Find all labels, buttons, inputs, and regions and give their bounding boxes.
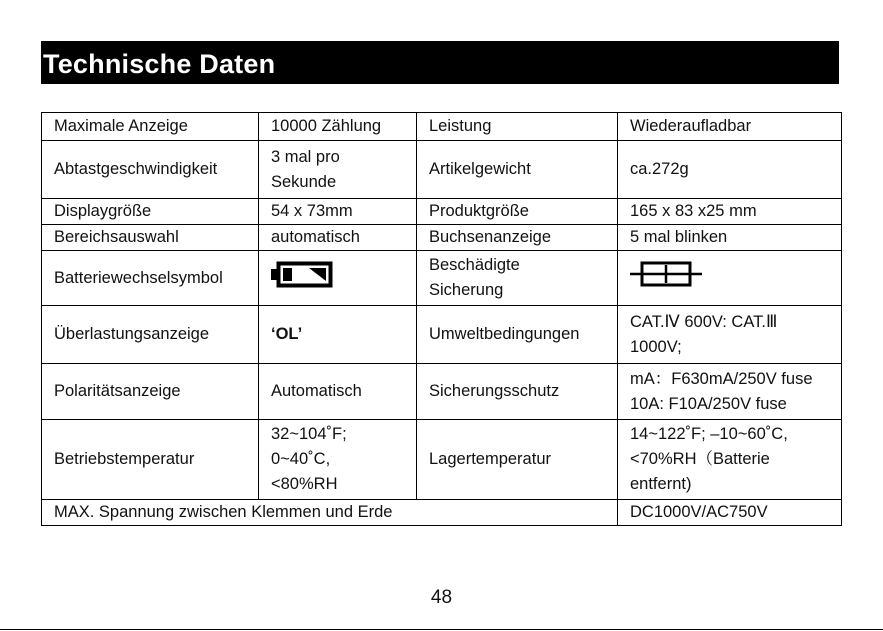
bottom-divider — [0, 629, 883, 630]
spec-value-line: 10A: F10A/250V fuse — [630, 394, 787, 413]
page-number: 48 — [430, 587, 453, 608]
spec-value — [618, 364, 842, 420]
spec-value — [618, 420, 842, 500]
spec-value: 54 x 73mm — [259, 199, 417, 225]
spec-label: Bereichsauswahl — [42, 225, 259, 251]
spec-label: MAX. Spannung zwischen Klemmen und Erde — [42, 500, 618, 526]
spec-label: Umweltbedingungen — [417, 306, 618, 364]
spec-value — [259, 251, 417, 306]
spec-value — [618, 306, 842, 364]
spec-label: Überlastungsanzeige — [42, 306, 259, 364]
table-row — [42, 141, 842, 199]
spec-value: Automatisch — [259, 364, 417, 420]
section-title: Technische Daten — [43, 49, 276, 79]
spec-label: Batteriewechselsymbol — [42, 251, 259, 306]
spec-value: Wiederaufladbar — [618, 113, 842, 141]
spec-value: DC1000V/AC750V — [618, 500, 842, 526]
spec-label: Leistung — [417, 113, 618, 141]
spec-label: Sicherungsschutz — [417, 364, 618, 420]
low-battery-icon — [271, 260, 333, 288]
spec-label: Produktgröße — [417, 199, 618, 225]
spec-value: 165 x 83 x25 mm — [618, 199, 842, 225]
table-row — [42, 500, 842, 526]
spec-label-line: Sicherung — [429, 281, 504, 299]
table-row — [42, 251, 842, 306]
spec-value-line: <80%RH — [271, 475, 338, 493]
spec-value — [618, 251, 842, 306]
spec-value-line: 0~40˚C, — [271, 450, 331, 468]
spec-label: Displaygröße — [42, 199, 259, 225]
spec-value: 10000 Zählung — [259, 113, 417, 141]
spec-value-line: entfernt) — [630, 475, 692, 493]
spec-label: Betriebstemperatur — [42, 420, 259, 500]
spec-value: automatisch — [259, 225, 417, 251]
spec-value: ‘OL’ — [259, 306, 417, 364]
spec-table — [41, 112, 842, 526]
table-row — [42, 420, 842, 500]
spec-value-line: 32~104˚F; — [271, 425, 347, 443]
spec-value-line: 14~122˚F; –10~60˚C, — [630, 425, 788, 443]
spec-value: 5 mal blinken — [618, 225, 842, 251]
section-title-bar — [41, 41, 839, 84]
spec-value — [259, 420, 417, 500]
spec-value-line: 3 mal pro — [271, 147, 340, 166]
spec-label-line: Beschädigte — [429, 256, 520, 274]
spec-value-line: <70%RH（Batterie — [630, 450, 770, 468]
spec-value — [259, 141, 417, 199]
spec-label: Abtastgeschwindigkeit — [42, 141, 259, 199]
spec-value-line: CAT.Ⅳ 600V: CAT.Ⅲ — [630, 312, 778, 331]
spec-value-line: Sekunde — [271, 172, 337, 191]
table-row — [42, 113, 842, 141]
spec-label: Maximale Anzeige — [42, 113, 259, 141]
fuse-icon — [630, 259, 702, 289]
spec-label: Polaritätsanzeige — [42, 364, 259, 420]
spec-value-line: 1000V; — [630, 337, 682, 356]
spec-label — [417, 251, 618, 306]
table-row — [42, 225, 842, 251]
spec-label: Buchsenanzeige — [417, 225, 618, 251]
table-row — [42, 199, 842, 225]
spec-value: ca.272g — [618, 141, 842, 199]
table-row — [42, 306, 842, 364]
spec-label: Artikelgewicht — [417, 141, 618, 199]
table-row — [42, 364, 842, 420]
spec-value-line: mA：F630mA/250V fuse — [630, 369, 813, 388]
spec-label: Lagertemperatur — [417, 420, 618, 500]
